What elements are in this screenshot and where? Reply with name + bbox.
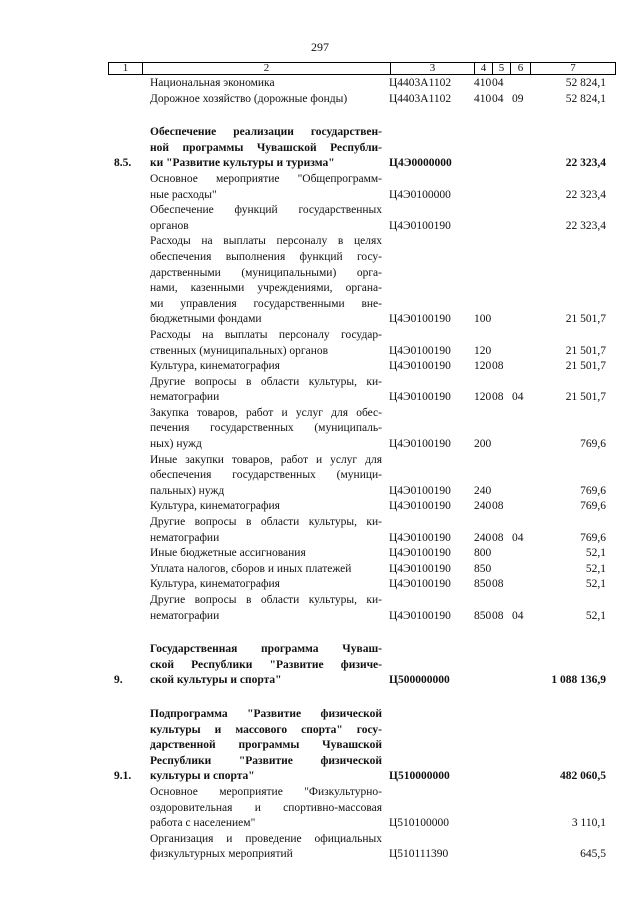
target-code: Ц4Э0100190: [389, 531, 451, 544]
header-col-1: 1: [109, 63, 143, 74]
row-description: [150, 406, 382, 453]
table-row: [0, 92, 640, 108]
row-description: [150, 76, 382, 92]
table-row: [0, 234, 640, 328]
expense-type: 850: [474, 578, 492, 591]
amount: 769,6: [580, 438, 606, 451]
section-code: 08: [492, 578, 504, 591]
expense-type: 100: [474, 313, 492, 326]
amount: 482 060,5: [560, 770, 606, 783]
target-code: Ц4Э0100190: [389, 500, 451, 513]
description-line: нематографии: [150, 531, 220, 544]
table-row: [0, 593, 640, 624]
row-description: [150, 234, 382, 328]
subsection-code: 04: [512, 391, 524, 404]
description-line: нематографии: [150, 609, 220, 622]
row-description: [150, 203, 382, 234]
row-description: [150, 832, 382, 863]
target-code: Ц4Э0100190: [389, 438, 451, 451]
row-description: [150, 577, 382, 593]
description-line: Другие вопросы в области культуры, ки-: [150, 594, 382, 606]
row-number: 9.: [114, 674, 123, 687]
section-code: 04: [492, 77, 504, 89]
table-row: [0, 76, 640, 92]
table-row: [0, 453, 640, 500]
description-line: Организация и проведение официальных: [150, 832, 382, 845]
description-line: работа с населением": [150, 817, 256, 830]
table-row: [0, 375, 640, 406]
description-line: Национальная экономика: [150, 77, 275, 89]
table-row: [0, 546, 640, 562]
table-row: [0, 577, 640, 593]
expense-type: 240: [474, 484, 492, 497]
description-line: культуры и спорта": [150, 770, 255, 783]
page-number: 297: [311, 40, 329, 54]
description-line: ской Республики "Развитие физиче-: [150, 658, 382, 671]
expense-type: 850: [474, 609, 492, 622]
target-code: Ц4403А1102: [389, 77, 452, 89]
description-line: культуры и массового спорта" госу-: [150, 723, 382, 736]
amount: 52,1: [585, 609, 606, 622]
row-description: [150, 125, 382, 172]
amount: 645,5: [580, 848, 606, 861]
description-line: Культура, кинематография: [150, 360, 280, 373]
table-row: [0, 125, 640, 172]
description-line: Закупка товаров, работ и услуг для обес-: [150, 406, 382, 419]
row-description: [150, 707, 382, 785]
section-code: 08: [492, 609, 504, 622]
description-line: ных) нужд: [150, 438, 202, 451]
description-line: органов: [150, 219, 189, 232]
header-col-6: 6: [511, 63, 531, 74]
description-line: Иные бюджетные ассигнования: [150, 547, 306, 560]
target-code: Ц4Э0100190: [389, 609, 451, 622]
row-description: [150, 359, 382, 375]
section-code: 08: [492, 391, 504, 404]
target-code: Ц4Э0100190: [389, 562, 451, 575]
amount: 21 501,7: [565, 391, 606, 404]
row-description: [150, 172, 382, 203]
target-code: Ц510111390: [389, 848, 449, 861]
target-code: Ц510100000: [389, 817, 450, 830]
expense-type: 120: [474, 344, 492, 357]
description-line: дарственной программы Чувашской: [150, 739, 382, 752]
row-description: [150, 328, 382, 359]
description-line: Расходы на выплаты персоналу государ-: [150, 328, 382, 341]
expense-type: 410: [474, 92, 492, 105]
row-description: [150, 375, 382, 406]
target-code: Ц4Э0100190: [389, 313, 451, 326]
description-line: Иные закупки товаров, работ и услуг для: [150, 453, 382, 466]
description-line: Обеспечение реализации государствен-: [150, 126, 382, 139]
subsection-code: 04: [512, 531, 524, 544]
section-code: 04: [492, 92, 504, 105]
expense-type: 240: [474, 531, 492, 544]
amount: 769,6: [580, 484, 606, 497]
description-line: бюджетными фондами: [150, 313, 262, 326]
table-row: [0, 515, 640, 546]
amount: 3 110,1: [571, 817, 606, 830]
table-row: [0, 328, 640, 359]
table-row: [0, 359, 640, 375]
row-number: 8.5.: [114, 157, 132, 170]
amount: 21 501,7: [565, 313, 606, 326]
table-row: [0, 406, 640, 453]
description-line: Основное мероприятие "Физкультурно-: [150, 785, 382, 798]
row-description: [150, 593, 382, 624]
target-code: Ц4Э0100190: [389, 391, 451, 404]
description-line: оздоровительная и спортивно-массовая: [150, 801, 382, 814]
description-line: Другие вопросы в области культуры, ки-: [150, 375, 382, 388]
amount: 22 323,4: [565, 219, 606, 232]
table-row: [0, 203, 640, 234]
target-code: Ц4Э0100190: [389, 547, 451, 560]
target-code: Ц500000000: [389, 674, 450, 687]
description-line: Другие вопросы в области культуры, ки-: [150, 516, 382, 529]
table-row: [0, 832, 640, 863]
amount: 52,1: [585, 547, 606, 560]
row-description: [150, 642, 382, 689]
description-line: обеспечения выполнения функций госу-: [150, 250, 382, 263]
expense-type: 800: [474, 547, 492, 560]
description-line: Дорожное хозяйство (дорожные фонды): [150, 92, 348, 105]
expense-type: 410: [474, 77, 492, 89]
expense-type: 120: [474, 360, 492, 373]
section-code: 08: [492, 500, 504, 513]
description-line: Государственная программа Чуваш-: [150, 643, 382, 656]
target-code: Ц4Э0100190: [389, 219, 451, 232]
amount: 769,6: [580, 500, 606, 513]
description-line: Культура, кинематография: [150, 578, 280, 591]
row-number: 9.1.: [114, 770, 132, 783]
target-code: Ц4Э0100190: [389, 578, 451, 591]
row-description: [150, 453, 382, 500]
header-col-5: 5: [493, 63, 511, 74]
expense-type: 240: [474, 500, 492, 513]
header-col-7: 7: [570, 62, 576, 74]
description-line: обеспечения государственных (муници-: [150, 469, 382, 482]
amount: 22 323,4: [565, 157, 606, 170]
amount: 52 824,1: [565, 92, 606, 105]
table-row: [0, 707, 640, 785]
amount: 769,6: [580, 531, 606, 544]
row-description: [150, 499, 382, 515]
header-col-3: 3: [391, 63, 475, 74]
description-line: пальных) нужд: [150, 484, 225, 497]
description-line: физкультурных мероприятий: [150, 848, 293, 861]
target-code: Ц4Э0100190: [389, 484, 451, 497]
description-line: ные расходы": [150, 188, 217, 201]
description-line: Республики "Развитие физической: [150, 754, 382, 767]
table-row: [0, 785, 640, 832]
table-row: [0, 562, 640, 578]
description-line: Основное мероприятие "Общепрограмм-: [150, 172, 382, 185]
amount: 21 501,7: [565, 360, 606, 373]
table-row: [0, 172, 640, 203]
amount: 21 501,7: [565, 344, 606, 357]
header-col-4: 4: [475, 63, 493, 74]
amount: 1 088 136,9: [551, 674, 606, 687]
description-line: Культура, кинематография: [150, 500, 280, 513]
row-description: [150, 546, 382, 562]
description-line: Обеспечение функций государственных: [150, 204, 382, 217]
target-code: Ц4403А1102: [389, 92, 452, 105]
target-code: Ц4Э0100190: [389, 344, 451, 357]
description-line: дарственными (муниципальными) орга-: [150, 266, 382, 279]
description-line: Подпрограмма "Развитие физической: [150, 707, 382, 720]
amount: 52,1: [585, 562, 606, 575]
row-description: [150, 92, 382, 108]
target-code: Ц4Э0000000: [389, 157, 452, 170]
description-line: нами, казенными учреждениями, органа-: [150, 282, 382, 295]
header-col-2: 2: [143, 63, 391, 74]
description-line: печения государственных (муниципаль-: [150, 422, 382, 435]
description-line: ской культуры и спорта": [150, 674, 282, 687]
row-description: [150, 515, 382, 546]
amount: 52,1: [585, 578, 606, 591]
budget-table-body: [0, 76, 640, 863]
table-row: [0, 642, 640, 689]
table-row: [0, 499, 640, 515]
description-line: Уплата налогов, сборов и иных платежей: [150, 562, 352, 575]
row-description: [150, 785, 382, 832]
table-header: [108, 62, 616, 75]
description-line: ки "Развитие культуры и туризма": [150, 157, 335, 170]
amount: 52 824,1: [565, 77, 606, 89]
amount: 22 323,4: [565, 188, 606, 201]
row-description: [150, 562, 382, 578]
subsection-code: 09: [512, 92, 524, 105]
description-line: нематографии: [150, 391, 220, 404]
target-code: Ц4Э0100190: [389, 360, 451, 373]
subsection-code: 04: [512, 609, 524, 622]
expense-type: 850: [474, 562, 492, 575]
description-line: Расходы на выплаты персоналу в целях: [150, 235, 382, 248]
expense-type: 120: [474, 391, 492, 404]
target-code: Ц4Э0100000: [389, 188, 451, 201]
target-code: Ц510000000: [389, 770, 450, 783]
section-code: 08: [492, 531, 504, 544]
description-line: ственных (муниципальных) органов: [150, 344, 329, 357]
expense-type: 200: [474, 438, 492, 451]
section-code: 08: [492, 360, 504, 373]
description-line: ми управления государственными вне-: [150, 297, 382, 310]
description-line: ной программы Чувашской Республи-: [150, 141, 382, 154]
